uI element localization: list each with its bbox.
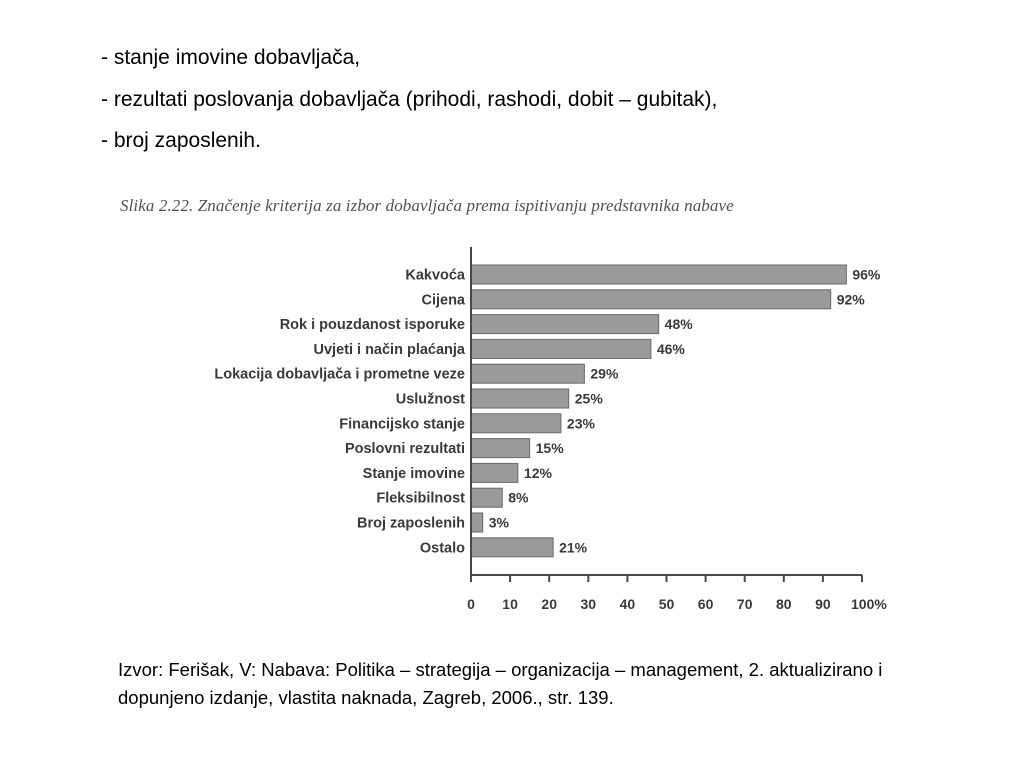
x-tick-label: 50 <box>658 596 675 612</box>
x-tick-label: 100% <box>851 596 887 612</box>
category-label: Uslužnost <box>395 391 465 408</box>
category-label: Stanje imovine <box>362 465 465 482</box>
bar <box>471 538 553 557</box>
source-caption: Izvor: Ferišak, V: Nabava: Politika – strategija – organizacija – management, 2. aktualizirano i dopunjeno izdanje, vlastita naknada, Zagreb, 2006., str. 139. <box>118 659 883 708</box>
category-label: Lokacija dobavljača i prometne veze <box>214 366 465 383</box>
value-label: 8% <box>508 489 529 506</box>
bar <box>471 265 846 284</box>
bullet-item: - broj zaposlenih. <box>101 129 261 152</box>
value-label: 15% <box>535 440 564 457</box>
bar <box>471 364 584 383</box>
value-label: 46% <box>656 340 685 357</box>
value-label: 12% <box>523 464 552 481</box>
category-label: Rok i pouzdanost isporuke <box>279 317 465 334</box>
value-label: 48% <box>664 316 693 333</box>
value-label: 96% <box>852 266 881 283</box>
bar <box>471 414 561 433</box>
bar <box>471 513 483 532</box>
value-label: 21% <box>559 539 588 556</box>
x-tick-label: 70 <box>736 596 753 612</box>
value-label: 23% <box>566 415 595 432</box>
category-label: Uvjeti i način plaćanja <box>313 341 465 358</box>
chart-title: Slika 2.22. Značenje kriterija za izbor dobavljača prema ispitivanju predstavnika nabave <box>120 196 734 215</box>
category-label: Kakvoća <box>405 267 465 284</box>
x-tick-label: 60 <box>697 596 714 612</box>
x-tick-label: 0 <box>467 596 475 612</box>
bar <box>471 389 569 408</box>
category-label: Ostalo <box>419 540 465 557</box>
x-tick-label: 10 <box>502 596 518 612</box>
bar <box>471 439 530 458</box>
bullet-item: - rezultati poslovanja dobavljača (prihodi, rashodi, dobit – gubitak), <box>101 88 718 111</box>
category-label: Cijena <box>421 292 465 309</box>
bar <box>471 488 502 507</box>
x-tick-label: 30 <box>580 596 597 612</box>
value-label: 29% <box>590 365 619 382</box>
bar-chart <box>0 230 1024 620</box>
bullet-item: - stanje imovine dobavljača, <box>101 46 361 69</box>
x-tick-label: 20 <box>541 596 557 612</box>
category-label: Fleksibilnost <box>376 490 465 507</box>
bar <box>471 339 651 358</box>
x-tick-label: 80 <box>776 596 792 612</box>
bar <box>471 463 518 482</box>
value-label: 25% <box>574 390 603 407</box>
bullet-list <box>101 44 717 155</box>
value-label: 92% <box>836 291 865 308</box>
x-tick-label: 40 <box>619 596 636 612</box>
category-label: Poslovni rezultati <box>344 441 465 458</box>
category-label: Financijsko stanje <box>339 416 465 433</box>
category-label: Broj zaposlenih <box>357 515 465 532</box>
bar <box>471 290 831 309</box>
bar <box>471 315 659 334</box>
x-tick-label: 90 <box>815 596 831 612</box>
value-label: 3% <box>488 514 509 531</box>
